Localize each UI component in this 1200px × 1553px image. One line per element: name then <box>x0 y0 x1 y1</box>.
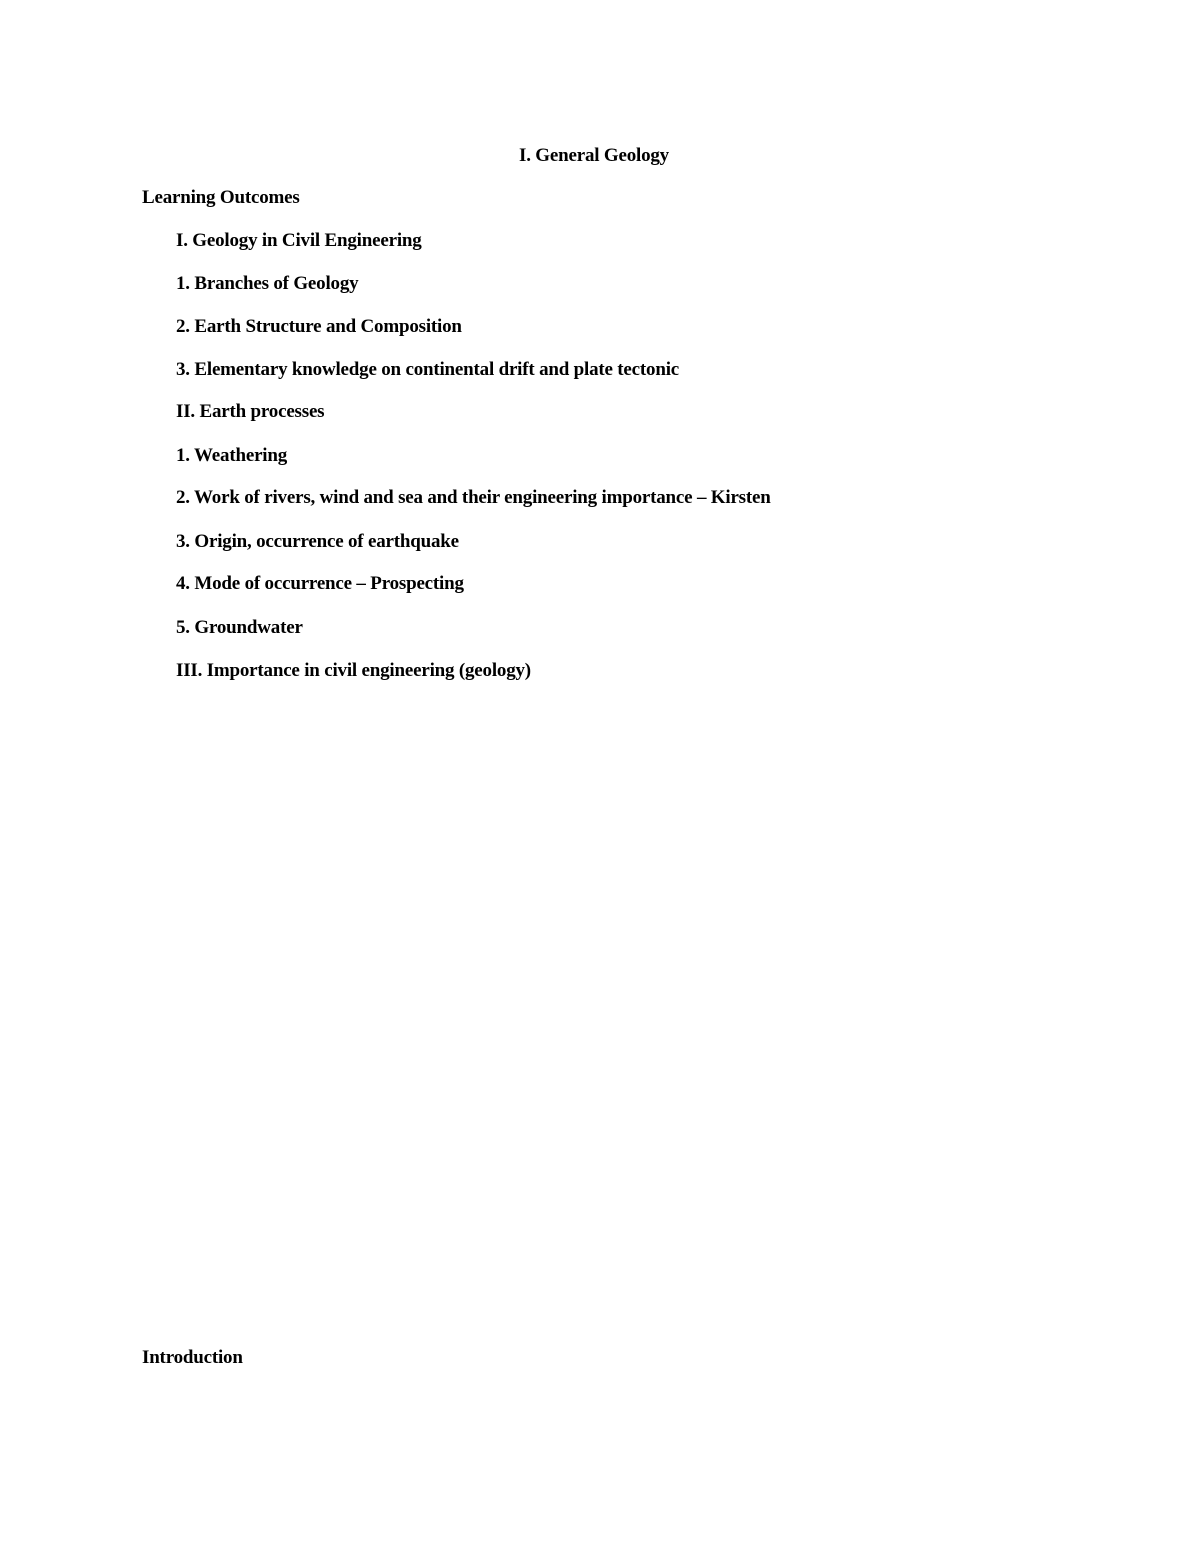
section-heading: I. Geology in Civil Engineering <box>176 230 422 251</box>
list-item: 1. Branches of Geology <box>176 273 359 294</box>
list-item: 4. Mode of occurrence – Prospecting <box>176 573 464 594</box>
introduction-heading: Introduction <box>142 1347 243 1368</box>
list-item: 2. Work of rivers, wind and sea and their engineering importance – Kirsten <box>176 487 771 508</box>
list-item: 5. Groundwater <box>176 617 303 638</box>
list-item: 3. Origin, occurrence of earthquake <box>176 531 459 552</box>
section-heading: III. Importance in civil engineering (geology) <box>176 660 531 681</box>
list-item: 1. Weathering <box>176 445 288 466</box>
learning-outcomes-heading: Learning Outcomes <box>142 187 300 208</box>
section-heading: II. Earth processes <box>176 401 325 422</box>
list-item: 2. Earth Structure and Composition <box>176 316 462 337</box>
list-item: 3. Elementary knowledge on continental drift and plate tectonic <box>176 359 680 380</box>
document-title: I. General Geology <box>519 145 669 166</box>
